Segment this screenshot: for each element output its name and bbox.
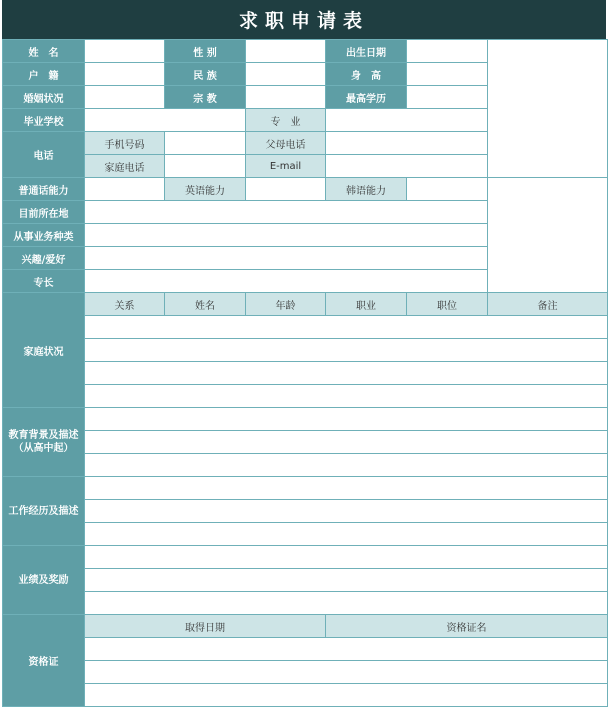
family-col-position: 职位 [407, 293, 488, 316]
specialty-label: 专长 [3, 270, 85, 293]
marital-input[interactable] [85, 86, 165, 109]
english-label: 英语能力 [165, 178, 246, 201]
hobbies-label: 兴趣/爱好 [3, 247, 85, 270]
location-label: 目前所在地 [3, 201, 85, 224]
form-table [2, 39, 608, 707]
religion-label: 宗 教 [165, 86, 246, 109]
family-col-name: 姓名 [165, 293, 246, 316]
home-phone-label: 家庭电话 [85, 155, 165, 178]
family-row[interactable] [85, 316, 608, 339]
name-label: 姓 名 [3, 40, 85, 63]
email-input[interactable] [326, 155, 488, 178]
phone-label: 电话 [3, 132, 85, 178]
family-col-occupation: 职业 [326, 293, 407, 316]
parent-phone-input[interactable] [326, 132, 488, 155]
family-row[interactable] [85, 362, 608, 385]
height-input[interactable] [407, 63, 488, 86]
education-row[interactable] [85, 431, 608, 454]
religion-input[interactable] [246, 86, 326, 109]
birth-date-label: 出生日期 [326, 40, 407, 63]
korean-input[interactable] [407, 178, 488, 201]
household-label: 户 籍 [3, 63, 85, 86]
home-phone-input[interactable] [165, 155, 246, 178]
achievements-label: 业绩及奖励 [3, 546, 85, 615]
mandarin-input[interactable] [85, 178, 165, 201]
business-type-label: 从事业务种类 [3, 224, 85, 247]
cert-col-date: 取得日期 [85, 615, 326, 638]
gender-label: 性 别 [165, 40, 246, 63]
work-label: 工作经历及描述 [3, 477, 85, 546]
certificate-row[interactable] [85, 661, 608, 684]
marital-label: 婚姻状况 [3, 86, 85, 109]
education-label: 教育背景及描述（从高中起） [3, 408, 85, 477]
household-input[interactable] [85, 63, 165, 86]
form-title: 求职申请表 [2, 0, 606, 39]
hobbies-input[interactable] [85, 247, 488, 270]
business-type-input[interactable] [85, 224, 488, 247]
gender-input[interactable] [246, 40, 326, 63]
education-level-input[interactable] [407, 86, 488, 109]
certificate-row[interactable] [85, 684, 608, 707]
certificates-label: 资格证 [3, 615, 85, 707]
email-label: E-mail [246, 155, 326, 178]
location-input[interactable] [85, 201, 488, 224]
cert-col-name: 资格证名 [326, 615, 608, 638]
major-label: 专 业 [246, 109, 326, 132]
family-col-notes: 备注 [488, 293, 608, 316]
family-row[interactable] [85, 385, 608, 408]
work-row[interactable] [85, 500, 608, 523]
school-input[interactable] [85, 109, 246, 132]
family-label: 家庭状况 [3, 293, 85, 408]
mobile-label: 手机号码 [85, 132, 165, 155]
school-label: 毕业学校 [3, 109, 85, 132]
family-col-relation: 关系 [85, 293, 165, 316]
side-blank-area [488, 178, 608, 293]
ethnicity-input[interactable] [246, 63, 326, 86]
work-row[interactable] [85, 523, 608, 546]
work-row[interactable] [85, 477, 608, 500]
specialty-input[interactable] [85, 270, 488, 293]
education-row[interactable] [85, 454, 608, 477]
mandarin-label: 普通话能力 [3, 178, 85, 201]
mobile-input[interactable] [165, 132, 246, 155]
korean-label: 韩语能力 [326, 178, 407, 201]
education-row[interactable] [85, 408, 608, 431]
parent-phone-label: 父母电话 [246, 132, 326, 155]
achievements-row[interactable] [85, 592, 608, 615]
family-col-age: 年龄 [246, 293, 326, 316]
ethnicity-label: 民 族 [165, 63, 246, 86]
english-input[interactable] [246, 178, 326, 201]
photo-area[interactable] [488, 40, 608, 178]
family-row[interactable] [85, 339, 608, 362]
major-input[interactable] [326, 109, 488, 132]
height-label: 身 高 [326, 63, 407, 86]
name-input[interactable] [85, 40, 165, 63]
education-level-label: 最高学历 [326, 86, 407, 109]
achievements-row[interactable] [85, 546, 608, 569]
certificate-row[interactable] [85, 638, 608, 661]
achievements-row[interactable] [85, 569, 608, 592]
birth-date-input[interactable] [407, 40, 488, 63]
